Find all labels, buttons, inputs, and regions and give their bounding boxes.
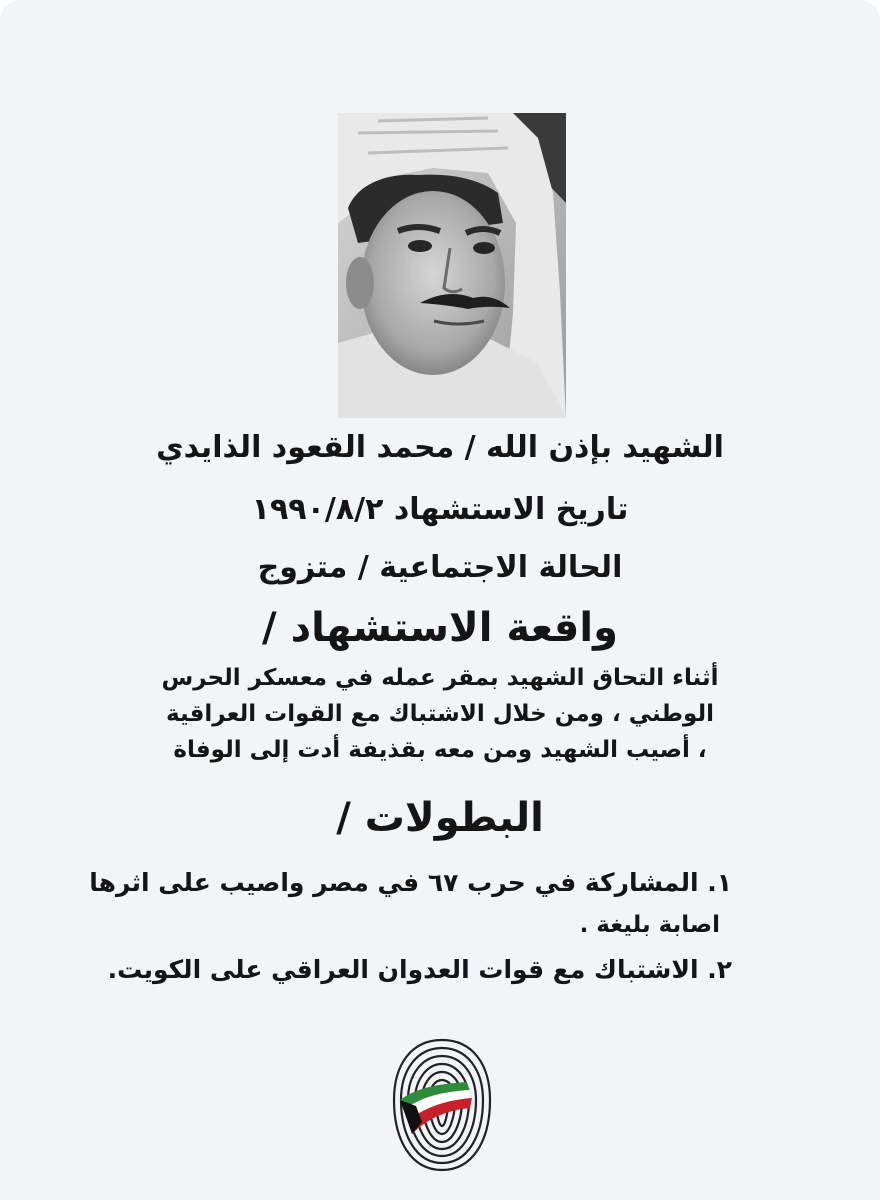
heroics-heading: البطولات /: [336, 795, 544, 841]
incident-heading: واقعة الاستشهاد /: [262, 605, 618, 651]
martyr-name: الشهيد بإذن الله / محمد القعود الذايدي: [156, 430, 724, 465]
martyrdom-date: تاريخ الاستشهاد ١٩٩٠/٨/٢: [251, 492, 629, 527]
fingerprint-flag-icon: [386, 1030, 498, 1180]
heroics-item-2: ٢. الاشتباك مع قوات العدوان العراقي على الكويت.: [107, 955, 732, 984]
heroics-item-1-continued: اصابة بليغة .: [579, 912, 720, 938]
heroics-item-1: ١. المشاركة في حرب ٦٧ في مصر واصيب على اثرها: [89, 868, 732, 897]
incident-text: أثناء التحاق الشهيد بمقر عمله في معسكر الحرس الوطني ، ومن خلال الاشتباك مع القوات العراقية ، أصيب الشهيد ومن معه بقذيفة أدت إلى الوفاة: [161, 665, 719, 763]
marital-status: الحالة الاجتماعية / متزوج: [257, 550, 623, 585]
portrait-photo: [338, 113, 566, 418]
